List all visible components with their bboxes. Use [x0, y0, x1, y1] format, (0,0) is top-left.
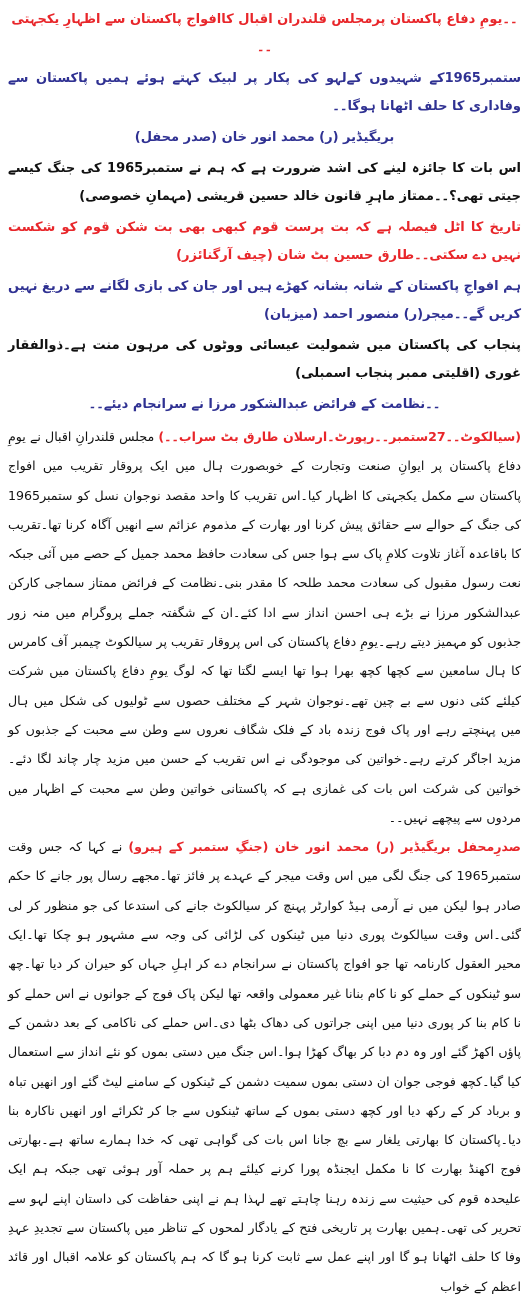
headline-2: ستمبر1965کے شہیدوں کےلہو کی پکار پر لبیک کہتے ہوئے ہمیں پاکستان سے وفاداری کا حلف اٹھانا ہوگا۔۔: [8, 71, 521, 114]
speaker-label: صدرِمحفل بریگیڈیر (ر) محمد انور خان (جنگِ ستمبر کے ہیرو): [128, 839, 521, 855]
headline-6: ہم افواجِ پاکستان کے شانہ بشانہ کھڑے ہیں اور جان کی بازی لگانے سے دریغ نہیں کریں گے۔۔میجر(ر) منصور احمد (میزبان): [8, 279, 521, 322]
headline-7: پنجاب کی پاکستان میں شمولیت عیسائی ووٹوں کی مرہون منت ہے۔ذوالفقار غوری (اقلیتی ممبر پنجاب اسمبلی): [8, 338, 521, 381]
paragraph-1-text: مجلس قلندرانِ اقبال نے یومِ دفاع پاکستان پر ایوانِ صنعت وتجارت کے خوبصورت ہال میں ایک پروقار تقریب میں افواج پاکستان سے مکمل یکجہتی کا اظہار کیا۔اس تقریب کا واحد مقصد نوجوان نسل کو ستمبر1965 کی جنگ کے حوالے سے حقائق پیش کرنا اور بھارت کے مذموم عزائم سے انھیں آگاہ کرنا تھا۔تقریب کا باقاعدہ آغاز تلاوت کلامِ پاک سے ہوا جس کی سعادت حافظ محمد جمیل کے حصے میں آئی جبکہ نعت رسول مقبول کی سعادت محمد طلحہ کا مقدر بنی۔نظامت کے فرائض ممتاز سماجی کارکن عبدالشکور مرزا نے بڑے ہی احسن انداز سے ادا کئے۔ان کے شگفتہ جملے پروگرام میں منہ زور جذبوں کو مہمیز دیتے رہے۔یومِ دفاع پاکستان کی اس پروقار تقریب پر سیالکوٹ چیمبر آف کامرس کا ہال سامعین سے کچھا کچھ بھرا ہوا تھا ایسے لگتا تھا کہ لوگ یومِ دفاع پاکستان میں شرکت کیلئے کئی دنوں سے بے چین تھے۔نوجوان شہر کے مختلف حصوں سے ٹولیوں کی شکل میں ہال میں پہنچتے رہے اور پاک فوج زندہ باد کے فلک شگاف نعروں سے وطن سے محبت کے جذبوں کو مزید اجاگر کرتے رہے۔خواتین کی موجودگی نے اس تقریب کے حسن میں مزید چار چاند لگا دئے۔خواتین کی شرکت اس بات کی غمازی ہے کہ پاکستانی خواتین وطن سے محبت کے اظہار میں مردوں سے پیچھے نہیں۔۔: [8, 429, 521, 825]
headline-5: تاریخ کا اٹل فیصلہ ہے کہ بت پرست قوم کبھی بھی بت شکن قوم کو شکست نہیں دے سکتی۔۔طارق حسین بٹ شان (چیف آرگنائزر): [8, 220, 521, 263]
headlines-block: [8, 6, 521, 419]
headline-4: اس بات کا جائزہ لینے کی اشد ضرورت ہے کہ ہم نے ستمبر1965 کی جنگ کیسے جیتی تھی؟۔۔ممتاز ماہرِ قانون خالد حسین قریشی (مہمانِ خصوصی): [8, 161, 521, 204]
paragraph-1: [8, 422, 521, 832]
headline-8: ۔۔نظامت کے فرائض عبدالشکور مرزا نے سرانجام دیئے۔۔: [88, 397, 441, 412]
paragraph-2-text: نے کہا کہ جس وقت ستمبر1965 کی جنگ لگی میں اس وقت میجر کے عہدے پر فائز تھا۔مجھے رسال پور جانے کا حکم صادر ہوا لیکن میں نے آرمی ہیڈ کوارٹر پہنچ کر سیالکوٹ جانے کی استدعا کی جو منظور کر لی گئی۔اس وقت سیالکوٹ پوری دنیا میں ٹینکوں کی لڑائی کی وجہ سے مشہور ہو چکا تھا۔ایک محیر العقول کارنامہ تھا جو افواج پاکستان نے سرانجام دے کر اہلِ جہاں کو حیران کر دیا تھا۔چھ سو ٹینکوں کے حملے کو نا کام بنانا غیر معمولی واقعہ تھا لیکن پاک فوج کے جوانوں نے اس حملے کو نا کام بنا کر پوری دنیا میں اپنی جراتوں کی دھاک بٹھا دی۔اس حملے کی ناکامی کے بعد دشمن کے پاؤں اکھڑ گئے اور وہ دم دبا کر بھاگ کھڑا ہوا۔اس جنگ میں دستی بموں کو نئے انداز سے استعمال کیا گیا۔کچھ فوجی جوان ان دستی بموں سمیت دشمن کے ٹینکوں کے سامنے لیٹ گئے اور انھیں تباہ و برباد کر کے رکھ دیا اور کچھ دستی بموں کے ساتھ ٹینکوں سے جا کر ٹکرائے اور انھیں ناکارہ بنا دیا۔پاکستان کا بھارتی یلغار سے بچ جانا اس بات کی گواہی تھی کہ خدا ہمارے ساتھ ہے۔بھارتی فوج اکھنڈ بھارت کا نا مکمل ایجنڈہ پورا کرنے کیلئے ہم پر حملہ آور ہوئی تھی جبکہ ہم ایک علیحدہ قوم کی حیثیت سے زندہ رہنا چاہتے تھے لہذا ہم نے اپنی حفاظت کی داستان اپنے لہو سے تحریر کی تھی۔ہمیں بھارت پر تاریخی فتح کے یادگار لمحوں کے تناظر میں پاکستان سے تجدیدِ عہدِ وفا کا حلف اٹھانا ہو گا اور اپنے عمل سے ثابت کرنا ہو گا کہ ہم پاکستان کو علامہ اقبال اور قائد اعظم کے خواب: [8, 839, 521, 1294]
headline-1: ۔۔یومِ دفاع پاکستان پرمجلس قلندران اقبال کاافواج پاکستان سے اظہارِ یکجہتی ۔۔: [11, 12, 518, 55]
paragraph-2: [8, 832, 521, 1301]
dateline: (سیالکوٹ۔۔27ستمبر۔۔رپورٹ۔ارسلان طارق بٹ سراب۔۔): [158, 429, 521, 444]
headline-3: بریگیڈیر (ر) محمد انور خان (صدر محفل): [134, 130, 395, 145]
